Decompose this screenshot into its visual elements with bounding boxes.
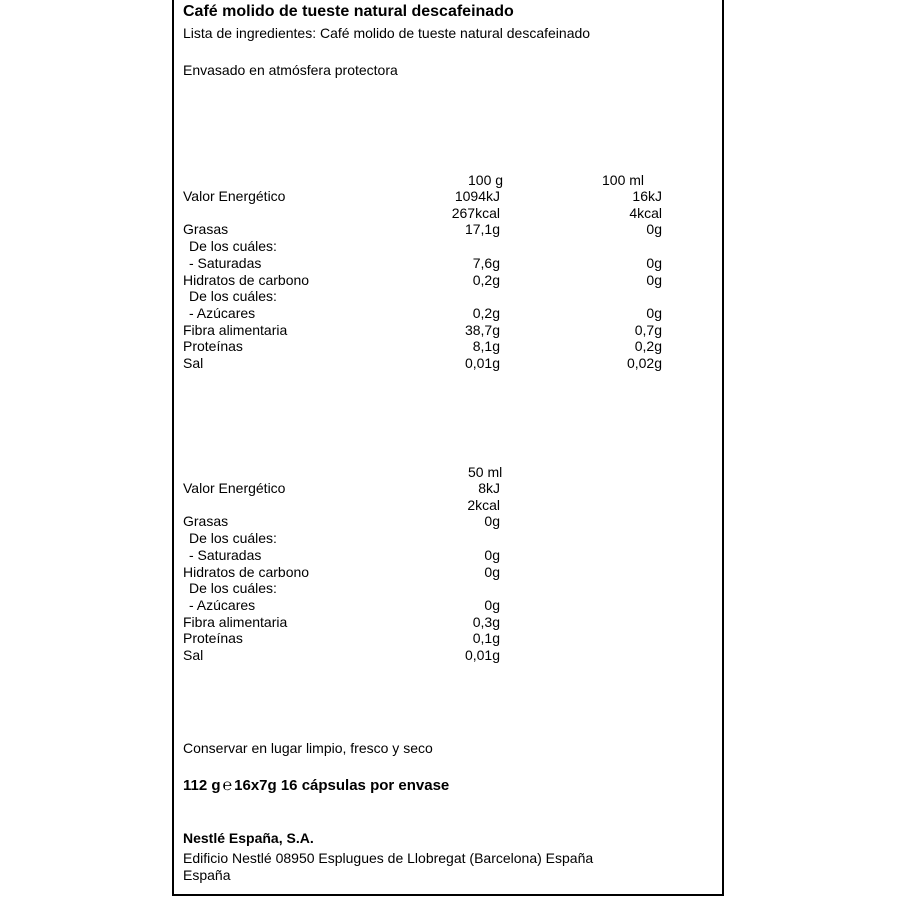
nutrient-value: 7,6g: [472, 255, 500, 271]
nutrient-value: 1094kJ: [454, 188, 500, 204]
company-name: Nestlé España, S.A.: [183, 830, 314, 846]
nutrient-value: 0g: [484, 564, 500, 580]
column-header-100g: 100 g: [468, 172, 504, 188]
nutrient-value: 267kcal: [451, 205, 500, 221]
nutrient-value: 8kJ: [478, 480, 500, 496]
packaging-note: Envasado en atmósfera protectora: [183, 62, 398, 78]
nutrient-value: 0g: [646, 305, 662, 321]
nutrient-value: 2kcal: [467, 497, 500, 513]
nutrient-value: 0,01g: [464, 355, 500, 371]
nutrient-value: 0,1g: [472, 630, 500, 646]
nutrient-label: Valor Energético: [183, 480, 286, 496]
nutrient-label: - Saturadas: [189, 547, 262, 563]
nutrient-value: 0,7g: [634, 322, 662, 338]
nutrient-value: 8,1g: [472, 338, 500, 354]
nutrient-label: Hidratos de carbono: [183, 564, 310, 580]
nutrient-label: - Saturadas: [189, 255, 262, 271]
nutrient-value: 38,7g: [464, 322, 500, 338]
nutrient-label: Proteínas: [183, 338, 243, 354]
product-name: Café molido de tueste natural descafeinado: [183, 3, 514, 20]
nutrient-value: 0g: [646, 272, 662, 288]
nutrient-value: 0,2g: [472, 272, 500, 288]
nutrient-value: 0,02g: [626, 355, 662, 371]
nutrient-label: De los cuáles:: [189, 530, 277, 546]
nutrient-value: 16kJ: [632, 188, 662, 204]
nutrient-label: - Azúcares: [189, 305, 256, 321]
storage-instructions: Conservar en lugar limpio, fresco y seco: [183, 740, 433, 756]
nutrient-value: 0,3g: [472, 614, 500, 630]
nutrient-label: De los cuáles:: [189, 238, 277, 254]
nutrient-value: 0g: [646, 221, 662, 237]
column-header-100ml: 100 ml: [602, 172, 645, 188]
nutrient-label: De los cuáles:: [189, 580, 277, 596]
nutrient-value: 0,2g: [472, 305, 500, 321]
nutrient-value: 4kcal: [629, 205, 662, 221]
column-header-50ml: 50 ml: [468, 464, 503, 480]
nutrient-label: Hidratos de carbono: [183, 272, 310, 288]
estimated-sign-icon: ℮: [222, 777, 233, 794]
nutrient-value: 0,2g: [634, 338, 662, 354]
nutrient-label: Proteínas: [183, 630, 243, 646]
nutrient-value: 0,01g: [464, 647, 500, 663]
nutrient-label: Grasas: [183, 221, 229, 237]
nutrient-label: Valor Energético: [183, 188, 286, 204]
nutrient-value: 0g: [484, 597, 500, 613]
nutrient-label: Sal: [183, 355, 204, 371]
company-address: Edificio Nestlé 08950 Esplugues de Llobregat (Barcelona) España: [183, 850, 594, 866]
label-frame: [172, 0, 724, 896]
nutrient-label: Fibra alimentaria: [183, 614, 288, 630]
nutrient-label: - Azúcares: [189, 597, 256, 613]
nutrient-label: Sal: [183, 647, 204, 663]
nutrient-value: 0g: [484, 513, 500, 529]
net-contents: [183, 777, 449, 795]
nutrient-label: Grasas: [183, 513, 229, 529]
ingredients-list: Lista de ingredientes: Café molido de tueste natural descafeinado: [183, 25, 591, 41]
nutrient-value: 0g: [484, 547, 500, 563]
units-description: 16x7g 16 cápsulas por envase: [234, 777, 450, 794]
nutrient-label: De los cuáles:: [189, 288, 277, 304]
nutrient-value: 0g: [646, 255, 662, 271]
net-weight: 112 g: [183, 777, 221, 794]
nutrient-label: Fibra alimentaria: [183, 322, 288, 338]
nutrient-value: 17,1g: [464, 221, 500, 237]
country: España: [183, 867, 231, 883]
